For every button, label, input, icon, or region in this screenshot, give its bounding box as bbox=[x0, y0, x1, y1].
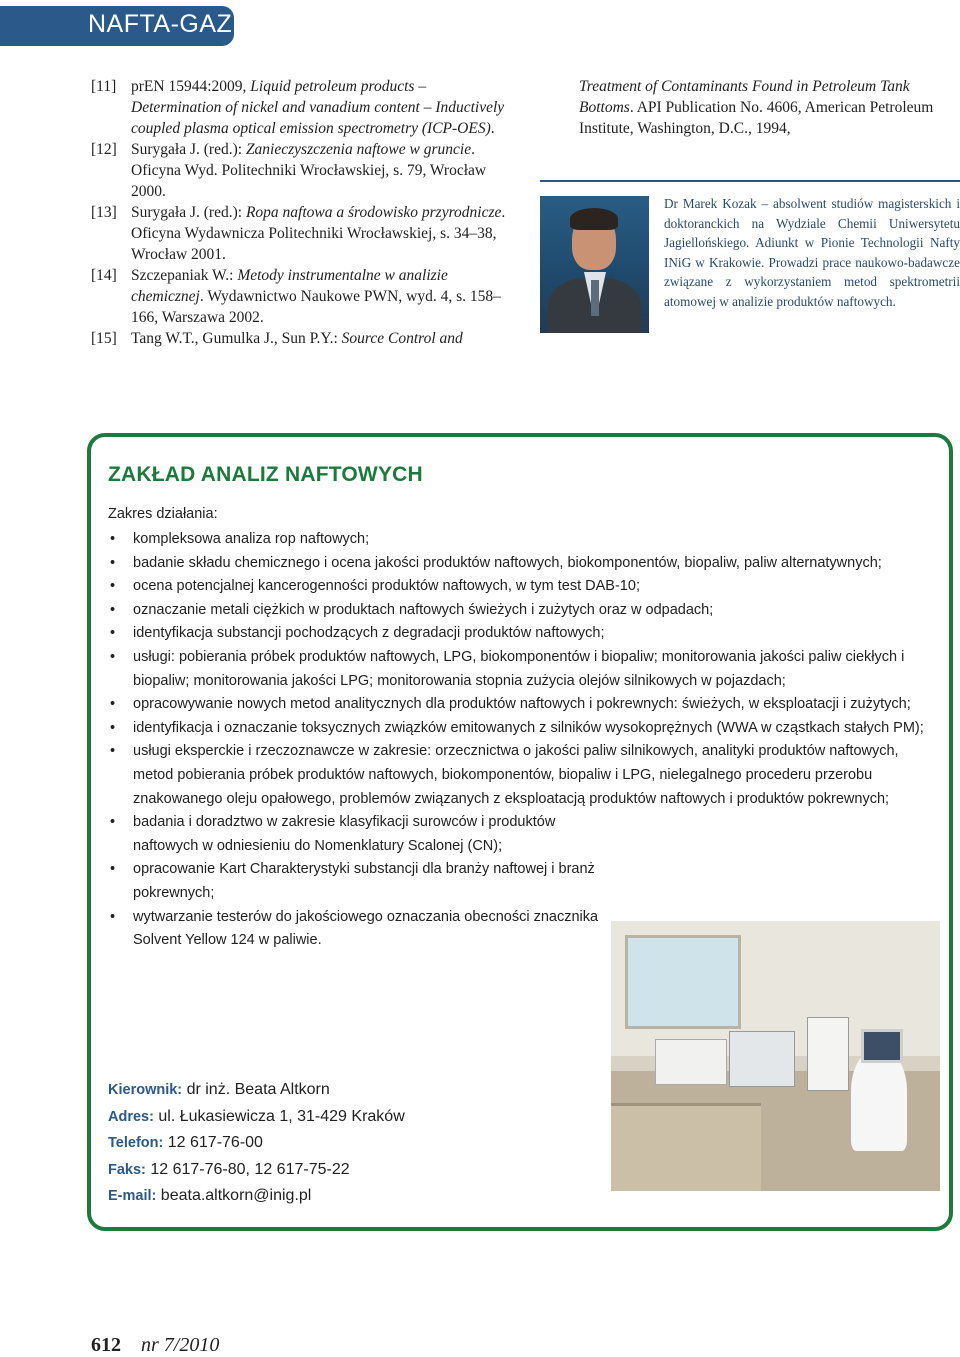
page-number: 612 bbox=[91, 1334, 121, 1356]
list-item: • identyfikacja substancji pochodzących z degradacji produktów naftowych; bbox=[108, 622, 928, 646]
author-bio: Dr Marek Kozak – absolwent studiów magisterskich i doktoranckich na Wydziale Chemii Uniwersytetu Jagiellońskiego. Adiunkt w Pionie Technologii Nafty INiG w Krakowie. Prowadzi prace naukowo-badawcze związane z wykorzystaniem metod spektrometrii atomowej w analizie produktów naftowych. bbox=[664, 196, 960, 309]
reference-text: Surygała J. (red.): Zanieczyszczenia naftowe w gruncie. Oficyna Wyd. Politechniki Wrocławskiej, s. 79, Wrocław 2000. bbox=[131, 141, 487, 200]
reference-number: [13] bbox=[91, 204, 117, 221]
reference-item bbox=[91, 202, 511, 265]
issue-number: nr 7/2010 bbox=[141, 1334, 220, 1356]
list-item: • badanie składu chemicznego i ocena jakości produktów naftowych, biokomponentów, biopaliw, paliw alternatywnych; bbox=[108, 552, 928, 576]
reference-continuation: Treatment of Contaminants Found in Petroleum Tank Bottoms. API Publication No. 4606, American Petroleum Institute, Washington, D.C., 1994, bbox=[579, 78, 934, 137]
reference-item bbox=[91, 265, 511, 328]
list-item: • usługi: pobierania próbek produktów naftowych, LPG, biokomponentów i biopaliw; monitorowania jakości paliw ciekłych i biopaliw; monitorowania jakości LPG; monitorowania stopnia zużycia olejów silnikowych w pojazdach; bbox=[108, 646, 928, 693]
list-item: • oznaczanie metali ciężkich w produktach naftowych świeżych i zużytych oraz w odpadach; bbox=[108, 599, 928, 623]
list-item: • badania i doradztwo w zakresie klasyfikacji surowców i produktów naftowych w odniesieniu do Nomenklatury Scalonej (CN); bbox=[108, 811, 608, 858]
scope-list bbox=[108, 528, 928, 953]
contact-fax: Faks: 12 617-76-80, 12 617-75-22 bbox=[108, 1160, 350, 1178]
journal-header-tab bbox=[0, 6, 234, 46]
author-section-divider bbox=[540, 180, 960, 182]
laboratory-photo bbox=[611, 921, 940, 1191]
reference-text: Surygała J. (red.): Ropa naftowa a środowisko przyrodnicze. Oficyna Wydawnicza Politechniki Wrocławskiej, s. 34–38, Wrocław 2001. bbox=[131, 204, 506, 263]
reference-number: [11] bbox=[91, 78, 117, 95]
list-item: • kompleksowa analiza rop naftowych; bbox=[108, 528, 928, 552]
reference-text: Tang W.T., Gumulka J., Sun P.Y.: Source Control and bbox=[131, 330, 463, 347]
reference-text: prEN 15944:2009, Liquid petroleum products – Determination of nickel and vanadium content – Inductively coupled plasma optical emission spectrometry (ICP-OES). bbox=[131, 78, 505, 137]
list-item: • wytwarzanie testerów do jakościowego oznaczania obecności znacznika Solvent Yellow 124 w paliwie. bbox=[108, 906, 608, 953]
scope-label: Zakres działania: bbox=[108, 506, 218, 522]
references-list bbox=[91, 76, 511, 349]
page-footer bbox=[91, 1334, 219, 1357]
reference-number: [12] bbox=[91, 141, 117, 158]
list-item: • ocena potencjalnej kancerogenności produktów naftowych, w tym test DAB-10; bbox=[108, 575, 928, 599]
reference-text: Szczepaniak W.: Metody instrumentalne w analizie chemicznej. Wydawnictwo Naukowe PWN, wyd. 4, s. 158–166, Warszawa 2002. bbox=[131, 267, 501, 326]
list-item: • identyfikacja i oznaczanie toksycznych związków emitowanych z silników wysokoprężnych (WWA w cząstkach stałych PM); bbox=[108, 717, 928, 741]
author-portrait-photo bbox=[540, 196, 649, 333]
journal-title: NAFTA-GAZ bbox=[88, 10, 233, 38]
contact-email: E-mail: beata.altkorn@inig.pl bbox=[108, 1187, 312, 1204]
list-item: • opracowanie Kart Charakterystyki substancji dla branży naftowej i branż pokrewnych; bbox=[108, 858, 608, 905]
list-item: • opracowywanie nowych metod analitycznych dla produktów naftowych i pokrewnych: świeżych, w eksploatacji i zużytych; bbox=[108, 693, 928, 717]
reference-item bbox=[91, 139, 511, 202]
contact-phone: Telefon: 12 617-76-00 bbox=[108, 1134, 263, 1151]
department-info-box bbox=[87, 433, 953, 1231]
department-title: ZAKŁAD ANALIZ NAFTOWYCH bbox=[108, 463, 423, 486]
contact-address: Adres: ul. Łukasiewicza 1, 31-429 Kraków bbox=[108, 1107, 405, 1125]
reference-number: [14] bbox=[91, 267, 117, 284]
contact-details bbox=[108, 1077, 405, 1210]
reference-item bbox=[91, 76, 511, 139]
list-item: • usługi eksperckie i rzeczoznawcze w zakresie: orzecznictwa o jakości paliw silnikowych, analityki produktów naftowych, metod pobierania próbek produktów naftowych, biokomponentów, biopaliw i LPG, nielegalnego procederu przerobu znakowanego oleju opałowego, problemów związanych z eksploatacją produktów naftowych i produktów pokrewnych; bbox=[108, 740, 928, 811]
contact-head: Kierownik: dr inż. Beata Altkorn bbox=[108, 1081, 330, 1098]
reference-item bbox=[91, 328, 511, 349]
reference-number: [15] bbox=[91, 330, 117, 347]
